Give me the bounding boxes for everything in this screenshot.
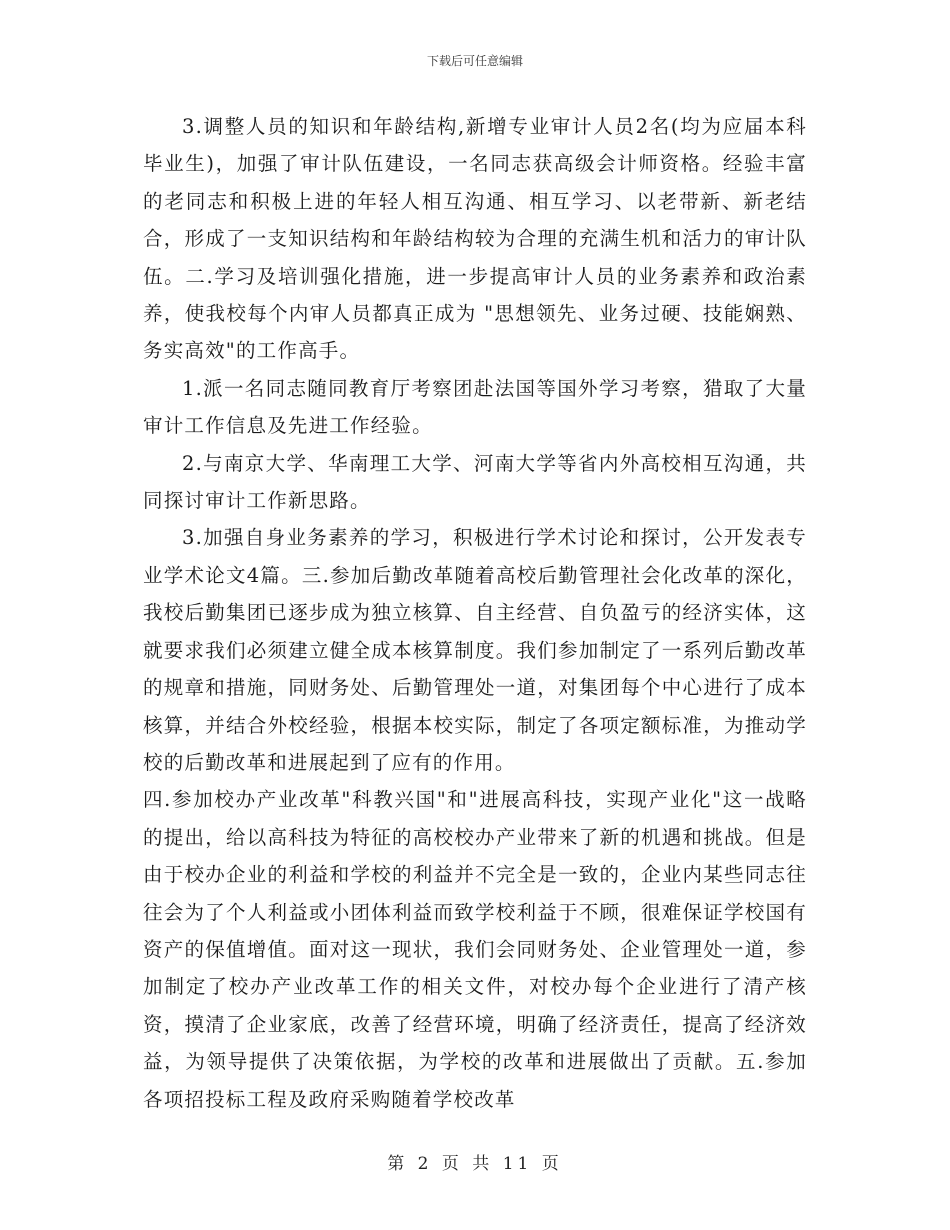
paragraph-1: 3.调整人员的知识和年龄结构,新增专业审计人员2名(均为应届本科毕业生)，加强了审计队伍建设，一名同志获高级会计师资格。经验丰富的老同志和积极上进的年轻人相互沟通、相互学习、以老带新、新老结合，形成了一支知识结构和年龄结构较为合理的充满生机和活力的审计队伍。二.学习及培训强化措施，进一步提高审计人员的业务素养和政治素养，使我校每个内审人员都真正成为 "思想领先、业务过硬、技能娴熟、务实高效"的工作高手。 xyxy=(143,115,807,363)
page-footer: 第 2 页 共 11 页 xyxy=(387,1154,563,1174)
paragraph-2: 1.派一名同志随同教育厅考察团赴法国等国外学习考察，猎取了大量审计工作信息及先进工作经验。 xyxy=(143,376,807,438)
paragraph-4: 3.加强自身业务素养的学习，积极进行学术讨论和探讨，公开发表专业学术论文4篇。三.参加后勤改革随着高校后勤管理社会化改革的深化，我校后勤集团已逐步成为独立核算、自主经营、自负盈亏的经济实体，这就要求我们必须建立健全成本核算制度。我们参加制定了一系列后勤改革的规章和措施，同财务处、后勤管理处一道，对集团每个中心进行了成本核算，并结合外校经验，根据本校实际，制定了各项定额标准，为推动学校的后勤改革和进展起到了应有的作用。 xyxy=(143,526,807,774)
paragraph-5: 四.参加校办产业改革"科教兴国"和"进展高科技，实现产业化"这一战略的提出，给以高科技为特征的高校校办产业带来了新的机遇和挑战。但是由于校办企业的利益和学校的利益并不完全是一致的，企业内某些同志往往会为了个人利益或小团体利益而致学校利益于不顾，很难保证学校国有资产的保值增值。面对这一现状，我们会同财务处、企业管理处一道，参加制定了校办产业改革工作的相关文件，对校办每个企业进行了清产核资，摸清了企业家底，改善了经营环境，明确了经济责任，提高了经济效益，为领导提供了决策依据，为学校的改革和进展做出了贡献。五.参加各项招投标工程及政府采购随着学校改革 xyxy=(143,788,807,1111)
paragraph-3: 2.与南京大学、华南理工大学、河南大学等省内外高校相互沟通，共同探讨审计工作新思路。 xyxy=(143,451,807,513)
document-body xyxy=(143,108,807,1118)
page-header: 下载后可任意编辑 xyxy=(426,54,523,68)
